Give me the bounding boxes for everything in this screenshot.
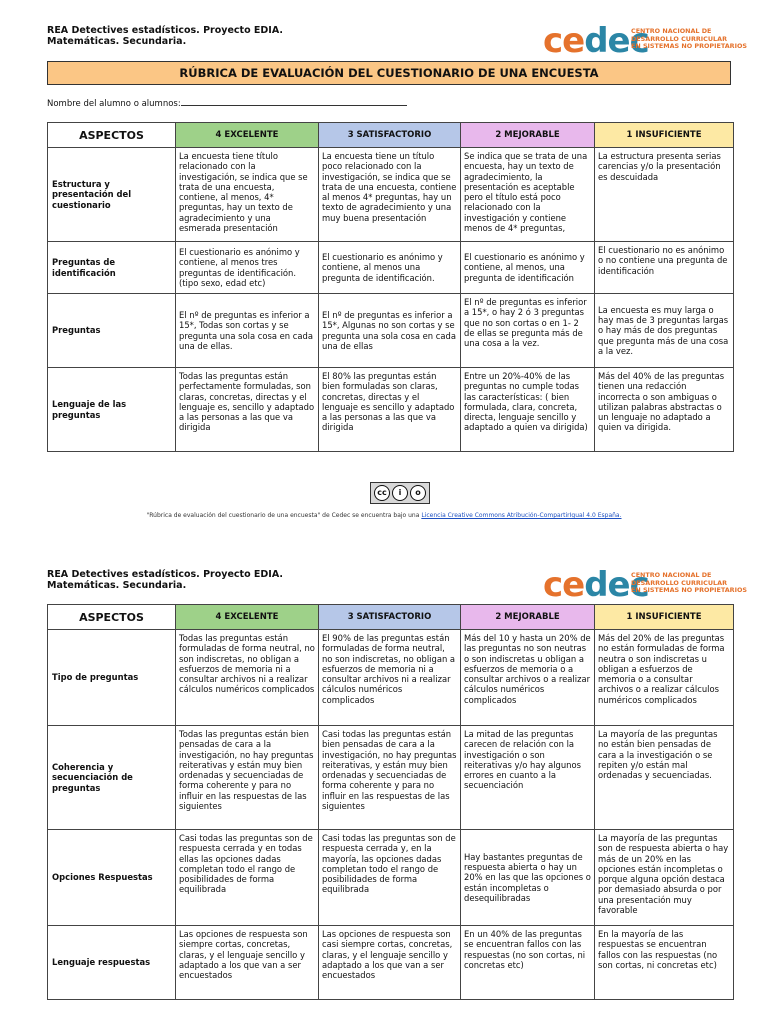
logo-text-ce: ce: [543, 21, 585, 61]
cell-satisfactorio: El cuestionario es anónimo y contiene, al menos una pregunta de identificación.: [319, 242, 461, 294]
header-meta: [47, 25, 283, 47]
logo-tag-3: EN SISTEMAS NO PROPIETARIOS: [631, 586, 747, 595]
row-aspect: Preguntas de identificación: [48, 242, 176, 294]
cell-satisfactorio: Casi todas las preguntas son de respuesta cerrada y, en la mayoría, las opciones dadas completan todo el rango de posibilidades de forma equilibrada: [319, 830, 461, 926]
cell-mejorable: La mitad de las preguntas carecen de relación con la investigación o son reiterativas y/o hay algunos errores en cuanto a la secuenciación: [461, 726, 595, 830]
cell-insuficiente: La mayoría de las preguntas no están bien pensadas de cara a la investigación o se repiten y/o están mal ordenadas y secuenciadas.: [595, 726, 734, 830]
row-aspect: Preguntas: [48, 294, 176, 368]
logo-tag-3: EN SISTEMAS NO PROPIETARIOS: [631, 42, 747, 51]
col-satisfactorio: 3 SATISFACTORIO: [319, 605, 461, 630]
row-aspect: Tipo de preguntas: [48, 630, 176, 726]
cell-excelente: Todas las preguntas están formuladas de forma neutral, no son indiscretas, no obligan a esfuerzos de memoria ni a consultar archivos ni a realizar cálculos numéricos complicados: [176, 630, 319, 726]
col-satisfactorio: 3 SATISFACTORIO: [319, 123, 461, 148]
col-excelente: 4 EXCELENTE: [176, 605, 319, 630]
col-excelente: 4 EXCELENTE: [176, 123, 319, 148]
cell-satisfactorio: El 80% las preguntas están bien formuladas son claras, concretas, directas y el lenguaje es sencillo y adaptado a las personas a las que va dirigida: [319, 368, 461, 452]
col-insuficiente: 1 INSUFICIENTE: [595, 605, 734, 630]
cell-insuficiente: La estructura presenta serias carencias y/o la presentación es descuidada: [595, 148, 734, 242]
cell-excelente: El nº de preguntas es inferior a 15*, Todas son cortas y se pregunta una sola cosa en cada una de ellas.: [176, 294, 319, 368]
logo-text-ce: ce: [543, 565, 585, 605]
table-row: [48, 830, 734, 926]
license-text: "Rúbrica de evaluación del cuestionario de una encuesta" de Cedec se encuentra bajo una: [146, 512, 420, 519]
cell-excelente: Casi todas las preguntas son de respuesta cerrada y en todas ellas las opciones dadas completan todo el rango de posibilidades de forma equilibrada: [176, 830, 319, 926]
cell-insuficiente: La mayoría de las preguntas son de respuesta abierta o hay más de un 20% en las opciones están incompletas o porque alguna opción destaca por demasiado absurda o por una presentación muy favorable: [595, 830, 734, 926]
table-row: [48, 630, 734, 726]
header-line-1: REA Detectives estadísticos. Proyecto EDIA.: [47, 25, 283, 36]
cell-mejorable: El nº de preguntas es inferior a 15*, o hay 2 ó 3 preguntas que no son cortas o en 1- 2 de ellas se pregunta más de una cosa a la vez.: [461, 294, 595, 368]
cell-mejorable: Se indica que se trata de una encuesta, hay un texto de agradecimiento, la presentación es aceptable pero el título está poco relacionado con la investigación y contiene menos de 4* preguntas,: [461, 148, 595, 242]
table-row: [48, 926, 734, 1000]
rubric-table-1: [47, 122, 734, 452]
license-note: [0, 512, 768, 519]
row-aspect: Estructura y presentación del cuestionario: [48, 148, 176, 242]
cell-satisfactorio: El 90% de las preguntas están formuladas de forma neutral, no son indiscretas, no obligan a esfuerzos de memoria ni a consultar archivos ni a realizar cálculos numéricos complicados: [319, 630, 461, 726]
cell-excelente: La encuesta tiene título relacionado con la investigación, se indica que se trata de una encuesta, contiene, al menos, 4* preguntas, hay un texto de agradecimiento y una esmerada presentación: [176, 148, 319, 242]
logo-tag-1: CENTRO NACIONAL DE: [631, 571, 712, 579]
student-name-row: [47, 97, 407, 109]
page-header: [47, 21, 747, 65]
cell-excelente: Todas las preguntas están perfectamente formuladas, son claras, concretas, directas y el lenguaje es, sencillo y adaptado a las personas a las que va dirigida: [176, 368, 319, 452]
sa-icon: o: [410, 485, 426, 501]
cell-insuficiente: Más del 20% de las preguntas no están formuladas de forma neutra o son indiscretas u obligan a esfuerzos de memoria o a consultar archivos o a realizar cálculos numéricos complicados: [595, 630, 734, 726]
table-row: [48, 294, 734, 368]
cell-insuficiente: El cuestionario no es anónimo o no contiene una pregunta de identificación: [595, 242, 734, 294]
col-aspects: ASPECTOS: [48, 605, 176, 630]
cedec-logo: [543, 21, 747, 65]
col-aspects: ASPECTOS: [48, 123, 176, 148]
logo-tag-2: DESARROLLO CURRICULAR: [631, 578, 727, 587]
cell-excelente: Todas las preguntas están bien pensadas de cara a la investigación, no hay preguntas reiterativas y están muy bien ordenadas y secuenciadas de forma coherente y para no influir en las respuestas de las siguientes: [176, 726, 319, 830]
cell-insuficiente: En la mayoría de las respuestas se encuentran fallos con las respuestas (no son cortas, ni concretas etc): [595, 926, 734, 1000]
cell-satisfactorio: Casi todas las preguntas están bien pensadas de cara a la investigación, no hay preguntas reiterativas, y están muy bien ordenadas y secuenciadas de forma coherente y para no influir en las respuestas de las siguientes: [319, 726, 461, 830]
cell-satisfactorio: La encuesta tiene un título poco relacionado con la investigación, se indica que se trata de una encuesta, contiene al menos 4* preguntas, hay un texto de agradecimiento y una muy buena presentación: [319, 148, 461, 242]
cc-icon: cc: [374, 485, 390, 501]
logo-text-dec: dec: [584, 21, 649, 61]
cell-satisfactorio: El nº de preguntas es inferior a 15*, Algunas no son cortas y se pregunta una sola cosa en cada una de ellas: [319, 294, 461, 368]
cell-excelente: Las opciones de respuesta son siempre cortas, concretas, claras, y el lenguaje sencillo y adaptado a los que van a ser encuestados: [176, 926, 319, 1000]
cell-insuficiente: La encuesta es muy larga o hay mas de 3 preguntas largas o hay más de dos preguntas que pregunta más de una cosa a la vez.: [595, 294, 734, 368]
logo-tag-1: CENTRO NACIONAL DE: [631, 27, 712, 35]
rubric-title: RÚBRICA DE EVALUACIÓN DEL CUESTIONARIO DE UNA ENCUESTA: [47, 61, 731, 85]
row-aspect: Lenguaje de las preguntas: [48, 368, 176, 452]
cedec-logo: [543, 565, 747, 609]
logo-text-dec: dec: [584, 565, 649, 605]
rubric-header-row: [48, 123, 734, 148]
header-line-2: Matemáticas. Secundaria.: [47, 36, 187, 47]
cell-mejorable: El cuestionario es anónimo y contiene, al menos, una pregunta de identificación: [461, 242, 595, 294]
row-aspect: Opciones Respuestas: [48, 830, 176, 926]
table-row: [48, 726, 734, 830]
cell-satisfactorio: Las opciones de respuesta son casi siempre cortas, concretas, claras, y el lenguaje sencillo y adaptado a los que van a ser encuestados: [319, 926, 461, 1000]
row-aspect: Lenguaje respuestas: [48, 926, 176, 1000]
logo-tag-2: DESARROLLO CURRICULAR: [631, 34, 727, 43]
rubric-table-2: [47, 604, 734, 1000]
student-name-label: Nombre del alumno o alumnos:: [47, 99, 181, 109]
header-meta: [47, 569, 283, 591]
logo-tagline: [631, 572, 747, 595]
col-insuficiente: 1 INSUFICIENTE: [595, 123, 734, 148]
col-mejorable: 2 MEJORABLE: [461, 605, 595, 630]
rubric-header-row: [48, 605, 734, 630]
table-row: [48, 148, 734, 242]
cell-insuficiente: Más del 40% de las preguntas tienen una redacción incorrecta o son ambiguas o utilizan palabras abstractas o un lenguaje no adaptado a quien va dirigida.: [595, 368, 734, 452]
header-line-2: Matemáticas. Secundaria.: [47, 580, 187, 591]
header-line-1: REA Detectives estadísticos. Proyecto EDIA.: [47, 569, 283, 580]
page-header: [47, 565, 747, 609]
student-name-field[interactable]: [181, 97, 407, 106]
creative-commons-badge[interactable]: [370, 482, 430, 504]
cell-mejorable: En un 40% de las preguntas se encuentran fallos con las respuestas (no son cortas, ni concretas etc): [461, 926, 595, 1000]
col-mejorable: 2 MEJORABLE: [461, 123, 595, 148]
cell-mejorable: Hay bastantes preguntas de respuesta abierta o hay un 20% en las que las opciones o están incompletas o desequilibradas: [461, 830, 595, 926]
table-row: [48, 242, 734, 294]
row-aspect: Coherencia y secuenciación de preguntas: [48, 726, 176, 830]
table-row: [48, 368, 734, 452]
logo-tagline: [631, 28, 747, 51]
by-icon: i: [392, 485, 408, 501]
cell-excelente: El cuestionario es anónimo y contiene, al menos tres preguntas de identificación. (tipo sexo, edad etc): [176, 242, 319, 294]
license-link[interactable]: Licencia Creative Commons Atribución-CompartirIgual 4.0 España.: [421, 512, 622, 519]
cell-mejorable: Más del 10 y hasta un 20% de las preguntas no son neutras o son indiscretas u obligan a esfuerzos de memoria o a consultar archivos o a realizar cálculos numéricos complicados: [461, 630, 595, 726]
cell-mejorable: Entre un 20%-40% de las preguntas no cumple todas las características: ( bien formulada, clara, concreta, directa, lenguaje sencillo y adaptado a quien va dirigida): [461, 368, 595, 452]
